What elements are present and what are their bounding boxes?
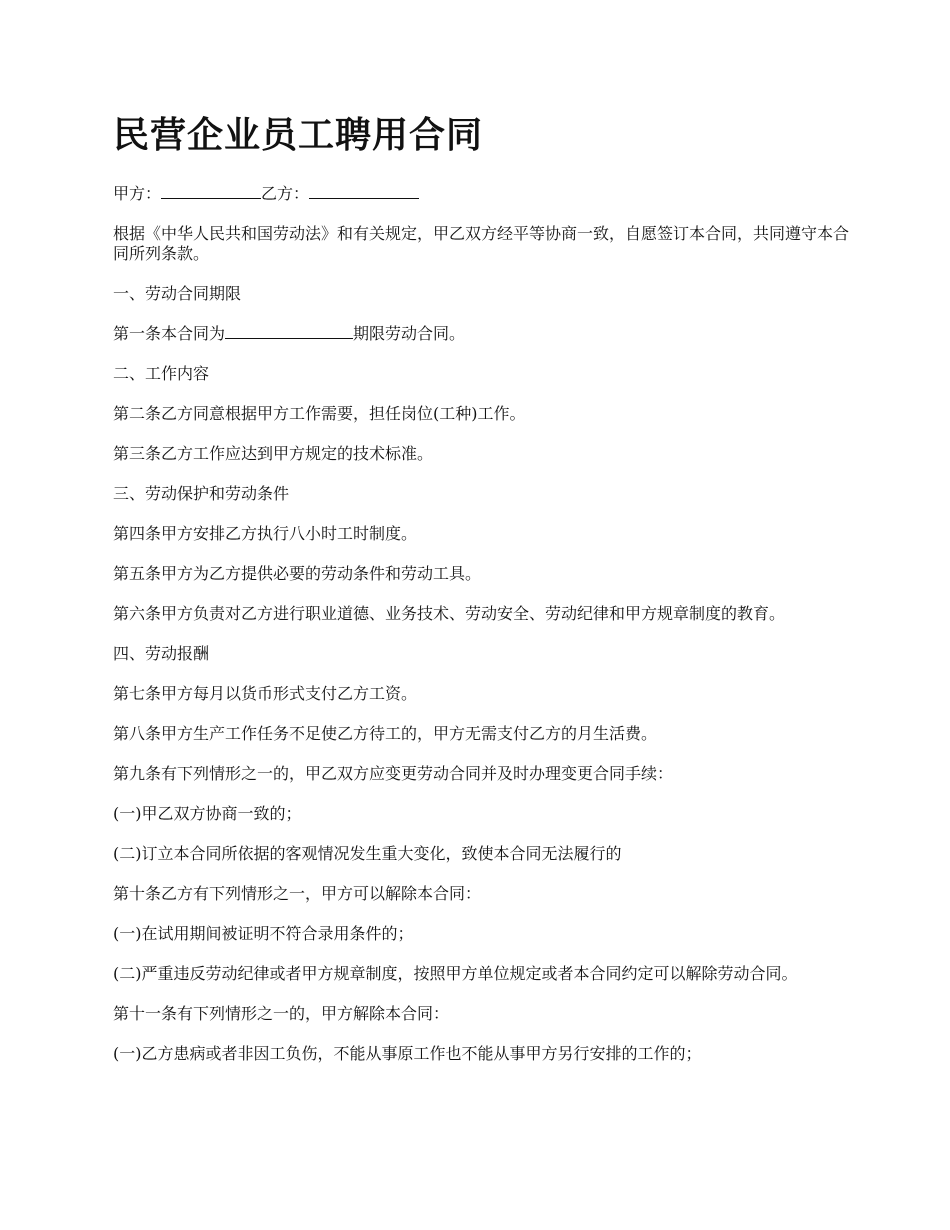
article-1-prefix: 第一条本合同为: [113, 324, 226, 343]
party-b-blank: [309, 184, 419, 199]
party-b-label: 乙方：: [261, 184, 310, 203]
article-1: [113, 324, 853, 344]
article-8: 第八条甲方生产工作任务不足使乙方待工的，甲方无需支付乙方的月生活费。: [113, 724, 658, 743]
article-2: 第二条乙方同意根据甲方工作需要，担任岗位(工种)工作。: [113, 404, 526, 423]
section-heading-2: 二、工作内容: [113, 364, 210, 383]
document-title: 民营企业员工聘用合同: [113, 115, 484, 156]
article-9-item-1: (一)甲乙双方协商一致的；: [113, 804, 302, 823]
article-10: 第十条乙方有下列情形之一，甲方可以解除本合同：: [113, 884, 482, 903]
article-11-item-1: (一)乙方患病或者非因工负伤，不能从事原工作也不能从事甲方另行安排的工作的；: [113, 1044, 702, 1063]
article-7: 第七条甲方每月以货币形式支付乙方工资。: [113, 684, 418, 703]
article-5: 第五条甲方为乙方提供必要的劳动条件和劳动工具。: [113, 564, 482, 583]
article-6: 第六条甲方负责对乙方进行职业道德、业务技术、劳动安全、劳动纪律和甲方规章制度的教育。: [113, 604, 786, 623]
section-heading-4: 四、劳动报酬: [113, 644, 210, 663]
article-3: 第三条乙方工作应达到甲方规定的技术标准。: [113, 444, 434, 463]
parties-line: [113, 184, 853, 204]
article-1-suffix: 期限劳动合同。: [353, 324, 466, 343]
party-a-blank: [161, 184, 261, 199]
contract-page: [113, 112, 853, 1084]
article-10-item-2: (二)严重违反劳动纪律或者甲方规章制度，按照甲方单位规定或者本合同约定可以解除劳动合同。: [113, 964, 798, 983]
article-9: 第九条有下列情形之一的，甲乙双方应变更劳动合同并及时办理变更合同手续：: [113, 764, 674, 783]
section-heading-1: 一、劳动合同期限: [113, 284, 242, 303]
article-4: 第四条甲方安排乙方执行八小时工时制度。: [113, 524, 418, 543]
contract-term-blank: [225, 324, 353, 339]
article-10-item-1: (一)在试用期间被证明不符合录用条件的；: [113, 924, 414, 943]
intro-paragraph: 根据《中华人民共和国劳动法》和有关规定，甲乙双方经平等协商一致，自愿签订本合同，共同遵守本合同所列条款。: [113, 224, 850, 263]
article-9-item-2: (二)订立本合同所依据的客观情况发生重大变化，致使本合同无法履行的: [113, 844, 622, 863]
party-a-label: 甲方：: [113, 184, 162, 203]
article-11: 第十一条有下列情形之一的，甲方解除本合同：: [113, 1004, 450, 1023]
section-heading-3: 三、劳动保护和劳动条件: [113, 484, 290, 503]
